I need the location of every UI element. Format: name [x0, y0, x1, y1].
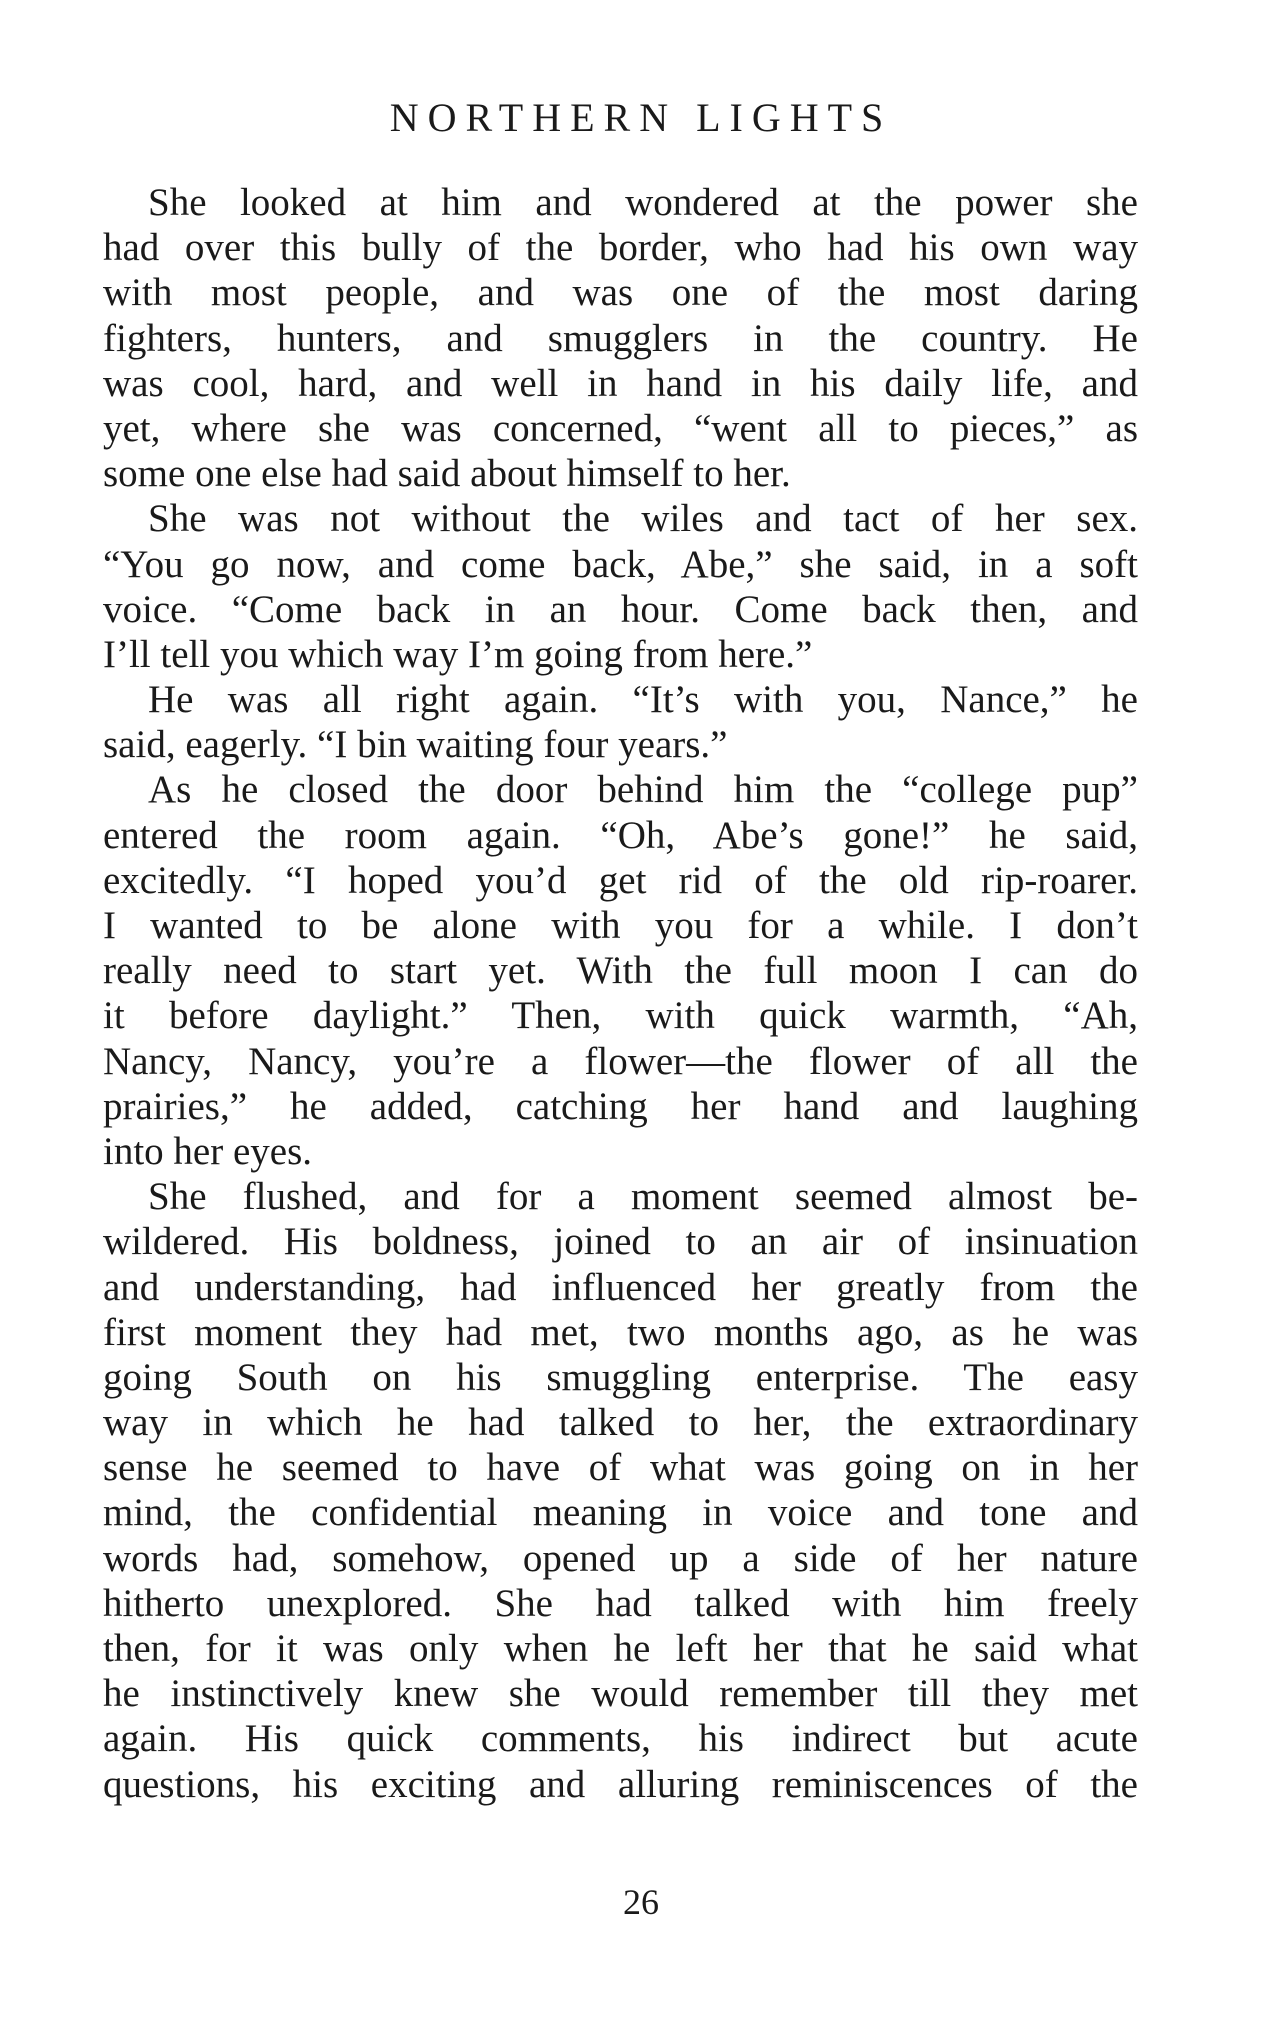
text-line: Nancy, Nancy, you’re a flower—the flower of all the: [103, 1039, 1138, 1083]
text-line: prairies,” he added, catching her hand and laughing: [103, 1084, 1138, 1128]
text-line: yet, where she was concerned, “went all to pieces,” as: [103, 406, 1138, 450]
text-line: then, for it was only when he left her that he said what: [103, 1627, 1138, 1670]
text-line: had over this bully of the border, who had his own way: [103, 226, 1138, 270]
text-line: hitherto unexplored. She had talked with him freely: [103, 1581, 1138, 1625]
text-line: said, eagerly. “I bin waiting four years.”: [103, 723, 728, 767]
page-number: 26: [623, 1882, 659, 1922]
text-line: fighters, hunters, and smugglers in the country. He: [103, 316, 1138, 360]
text-line: some one else had said about himself to her.: [103, 452, 791, 496]
text-line: questions, his exciting and alluring reminiscences of the: [103, 1762, 1138, 1806]
text-line: really need to start yet. With the full moon I can do: [103, 949, 1138, 993]
text-line: entered the room again. “Oh, Abe’s gone!” he said,: [103, 813, 1138, 857]
text-line: and understanding, had influenced her greatly from the: [103, 1265, 1138, 1309]
text-line: She was not without the wiles and tact of her sex.: [148, 497, 1138, 541]
text-line: He was all right again. “It’s with you, Nance,” he: [148, 678, 1138, 722]
text-line: it before daylight.” Then, with quick warmth, “Ah,: [103, 994, 1138, 1038]
text-line: “You go now, and come back, Abe,” she said, in a soft: [103, 542, 1138, 586]
body-text: [103, 180, 1138, 1807]
text-line: words had, somehow, opened up a side of her nature: [103, 1536, 1138, 1580]
text-line: again. His quick comments, his indirect but acute: [103, 1717, 1138, 1761]
text-line: voice. “Come back in an hour. Come back then, and: [103, 587, 1138, 631]
text-line: first moment they had met, two months ago, as he was: [103, 1310, 1138, 1354]
text-line: As he closed the door behind him the “college pup”: [148, 768, 1138, 812]
text-line: I’ll tell you which way I’m going from here.”: [103, 632, 813, 676]
text-line: mind, the confidential meaning in voice and tone and: [103, 1491, 1138, 1535]
text-line: way in which he had talked to her, the extraordinary: [103, 1401, 1138, 1445]
text-line: he instinctively knew she would remember till they met: [103, 1672, 1138, 1716]
text-line: She flushed, and for a moment seemed almost be-: [148, 1175, 1138, 1219]
text-line: I wanted to be alone with you for a while. I don’t: [103, 904, 1138, 947]
text-line: was cool, hard, and well in hand in his daily life, and: [103, 361, 1138, 405]
text-line: excitedly. “I hoped you’d get rid of the old rip-roarer.: [103, 858, 1138, 902]
text-line: wildered. His boldness, joined to an air of insinuation: [103, 1220, 1138, 1264]
running-head-title: NORTHERN LIGHTS: [389, 95, 893, 140]
text-line: with most people, and was one of the most daring: [103, 271, 1138, 315]
text-line: going South on his smuggling enterprise. The easy: [103, 1355, 1138, 1399]
text-line: into her eyes.: [103, 1129, 313, 1173]
text-line: sense he seemed to have of what was going on in her: [103, 1446, 1138, 1490]
text-line: She looked at him and wondered at the power she: [148, 181, 1138, 224]
